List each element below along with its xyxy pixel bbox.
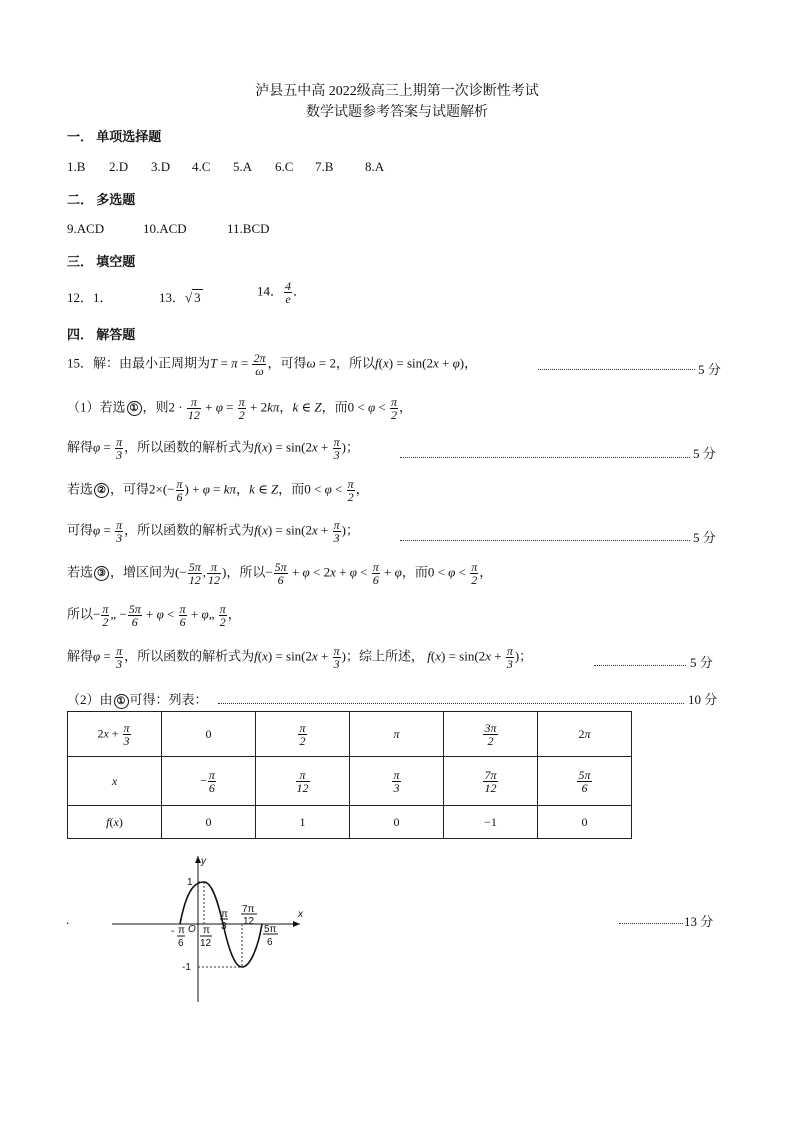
answer-8: 8.A [365,159,385,174]
fraction: $\frac{\pi}{12}$ [207,560,220,587]
origin-label: O [188,924,196,935]
q15-line3: 解得φ = $\frac{\pi}{3}$ ，所以函数的解析式为f(x) = sin(2x + $\frac{\pi}{3}$ )； [67,435,359,462]
fraction: $\frac{\pi}{2}$ [390,395,397,422]
y-axis-label: y [201,856,206,867]
fraction: $\frac{\pi}{3}$ [333,435,340,462]
x-tick-5pi-6 [263,924,278,948]
text: 解得 [67,648,94,664]
fraction: $\frac{\pi}{12}$ [187,395,200,422]
svg-text:3: 3 [221,921,227,932]
fraction: $\frac{\pi}{6}$ [372,560,379,587]
table-cell: 2π [538,712,632,757]
text: ，而 [401,564,428,580]
text: （2）由 [67,692,113,707]
text: ，增区间为 [110,564,176,580]
text: ，而 [278,481,305,497]
svg-text:π: π [203,925,210,936]
text: ，则 [142,399,169,415]
value-table [67,711,632,839]
table-cell: 0 [350,806,444,839]
row-label-phase: 2x + $\frac{\pi}{3}$ [68,712,162,757]
x-tick-neg-pi-6 [171,925,185,949]
answer-1: 1.B [67,159,86,174]
table-cell: $\frac{\pi}{12}$ [256,757,350,806]
row-label-fx: f(x) [68,806,162,839]
svg-text:6: 6 [178,938,184,949]
text: 可得 [67,522,94,538]
dotted-leader [400,456,690,458]
section-single-choice: 一． 单项选择题 [67,129,162,144]
fraction: $\frac{\pi}{3}$ [116,518,123,545]
text: ，所以函数的解析式为 [124,648,255,664]
fill-13-value: 3 [194,290,201,305]
answer-2: 2.D [109,159,129,174]
text: ，所以 [336,355,376,371]
fill-answer-14 [257,280,306,305]
fraction: $\frac{\pi}{3}$ [506,644,513,671]
table-cell: 1 [256,806,350,839]
fraction: $\frac{5\pi}{12}$ [188,560,201,587]
q15-line9 [67,689,208,709]
fraction: $\frac{\pi}{3}$ [333,644,340,671]
dotted-leader [538,368,695,370]
section-multi-choice: 二． 多选题 [67,192,136,207]
svg-text:5π: 5π [264,924,277,935]
frac-num: 4 [285,279,292,293]
stray-dot: . [66,912,70,927]
fraction: $\frac{\pi}{3}$ [116,435,123,462]
q15-line4: 若选 ② ，可得2×(− $\frac{\pi}{6}$ ) + φ = kπ，k ∈ Z，而0 < φ < $\frac{\pi}{2}$ ， [67,477,369,504]
fill-answer-13 [159,287,203,306]
score-5: 5 分 [693,446,716,461]
circled-1: ① [127,401,142,416]
y-tick-1: 1 [187,877,193,888]
table-cell: $\frac{\pi}{3}$ [350,757,444,806]
svg-text:12: 12 [243,916,255,927]
x-tick-pi-3 [220,909,228,932]
section-fill-blank: 三． 填空题 [67,254,136,269]
svg-text:π: π [178,925,185,936]
answer-7: 7.B [315,159,334,174]
sine-graph [100,852,320,1010]
text: 可得：列表： [129,692,208,707]
fraction: $\frac{5\pi}{6}$ [274,560,287,587]
table-cell: − $\frac{\pi}{6}$ [162,757,256,806]
answer-9: 9.ACD [67,221,105,236]
fraction: $\frac{\pi}{6}$ [176,477,183,504]
score-5: 5 分 [690,655,713,670]
text: ；综上所述， [346,648,425,664]
q15-line8: 解得φ = $\frac{\pi}{3}$ ，所以函数的解析式为f(x) = sin(2x + $\frac{\pi}{3}$ )；综上所述， f(x) = sin(2x + $\frac{\pi}{3}$ )； [67,644,533,671]
text: ，可得 [267,355,307,371]
table-cell: π [350,712,444,757]
answer-10: 10.ACD [143,221,187,236]
circled-1: ① [114,694,129,709]
x-tick-pi-12 [200,925,212,949]
dotted-leader [594,664,686,666]
y-tick-neg1: -1 [182,962,191,973]
svg-text:7π: 7π [242,904,255,915]
table-cell: 0 [162,712,256,757]
table-row [68,712,632,757]
fill-14-label: 14． [257,283,284,299]
svg-text:-: - [171,926,175,937]
fraction-4-over-e [284,280,292,305]
q15-line6: 若选 ③ ，增区间为(− $\frac{5\pi}{12}$ , $\frac{\pi}{12}$ )，所以− $\frac{5\pi}{6}$ + φ < 2x + φ < $\frac{\pi}{6}$ + φ，而0 < φ < $\frac{\pi}{2}$ ， [67,560,493,587]
fill-14-suffix: ． [293,283,307,299]
answer-6: 6.C [275,159,294,174]
fill-13-label: 13． [159,290,186,305]
answer-4: 4.C [192,159,211,174]
table-cell: $\frac{7\pi}{12}$ [444,757,538,806]
fraction: $\frac{\pi}{2}$ [347,477,354,504]
fill-answer-12: 12．1． [67,290,113,305]
table-cell: $\frac{\pi}{2}$ [256,712,350,757]
q15-line7: 所以− $\frac{\pi}{2}$ „ − $\frac{5\pi}{6}$ + φ < $\frac{\pi}{6}$ + φ„ $\frac{\pi}{2}$ ， [67,602,241,629]
sqrt-symbol: √ [185,290,193,305]
single-answer-list [67,159,384,175]
exam-subtitle: 数学试题参考答案与试题解析 [306,105,488,120]
answer-3: 3.D [151,159,171,174]
fraction: $\frac{5\pi}{6}$ [128,602,141,629]
dotted-leader [619,922,683,924]
section-solutions: 四． 解答题 [67,327,136,342]
table-row [68,806,632,839]
q15-line1: 15．解：由最小正周期为T = π = $\frac{2\pi}{\omega}$ ，可得ω = 2，所以f(x) = sin(2x + φ)， [67,351,478,378]
table-cell: $\frac{3\pi}{2}$ [444,712,538,757]
score-5: 5 分 [693,530,716,545]
table-cell: 0 [162,806,256,839]
circled-3: ③ [94,566,109,581]
text: ，而 [321,399,348,415]
text: 解得 [67,439,94,455]
text: 15．解：由最小正周期为 [67,355,211,371]
answer-11: 11.BCD [227,221,270,236]
fraction: $\frac{\pi}{3}$ [116,644,123,671]
svg-text:12: 12 [200,938,212,949]
text: ，所以函数的解析式为 [124,439,255,455]
x-arrow-icon [293,921,300,927]
text: 若选 [67,564,94,580]
q15-line5: 可得φ = $\frac{\pi}{3}$ ，所以函数的解析式为f(x) = sin(2x + $\frac{\pi}{3}$ )； [67,518,359,545]
row-label-x: x [68,757,162,806]
text: 若选 [67,481,94,497]
text: ，可得 [110,481,150,497]
answer-5: 5.A [233,159,253,174]
q15-line2: （1）若选 ① ，则2 · $\frac{\pi}{12}$ + φ = $\frac{\pi}{2}$ + 2kπ，k ∈ Z，而0 < φ < $\frac{\pi}{2}$ ， [67,395,413,422]
dotted-leader [218,702,684,704]
fraction: $\frac{\pi}{2}$ [238,395,245,422]
fraction: $\frac{\pi}{2}$ [219,602,226,629]
text: ，所以函数的解析式为 [124,522,255,538]
text: （1）若选 [67,399,126,415]
table-cell: 0 [538,806,632,839]
svg-text:π: π [221,909,228,920]
frac-den: e [285,292,291,306]
exam-title: 泸县五中高 2022级高三上期第一次诊断性考试 [255,84,539,99]
fraction: $\frac{\pi}{6}$ [179,602,186,629]
x-axis-label: x [298,909,303,920]
score-13: 13 分 [684,914,714,929]
score-10: 10 分 [688,692,718,707]
table-cell: $\frac{5\pi}{6}$ [538,757,632,806]
text: 所以 [67,606,94,622]
score-5: 5 分 [698,362,721,377]
fraction: $\frac{2\pi}{\omega}$ [253,351,266,378]
circled-2: ② [94,483,109,498]
text: ，所以 [226,564,266,580]
fraction: $\frac{\pi}{3}$ [333,518,340,545]
table-cell: −1 [444,806,538,839]
table-row [68,757,632,806]
fraction: $\frac{\pi}{2}$ [102,602,109,629]
svg-text:6: 6 [267,937,273,948]
fraction: $\frac{\pi}{2}$ [471,560,478,587]
dotted-leader [400,539,690,541]
multi-answer-list [67,221,270,237]
